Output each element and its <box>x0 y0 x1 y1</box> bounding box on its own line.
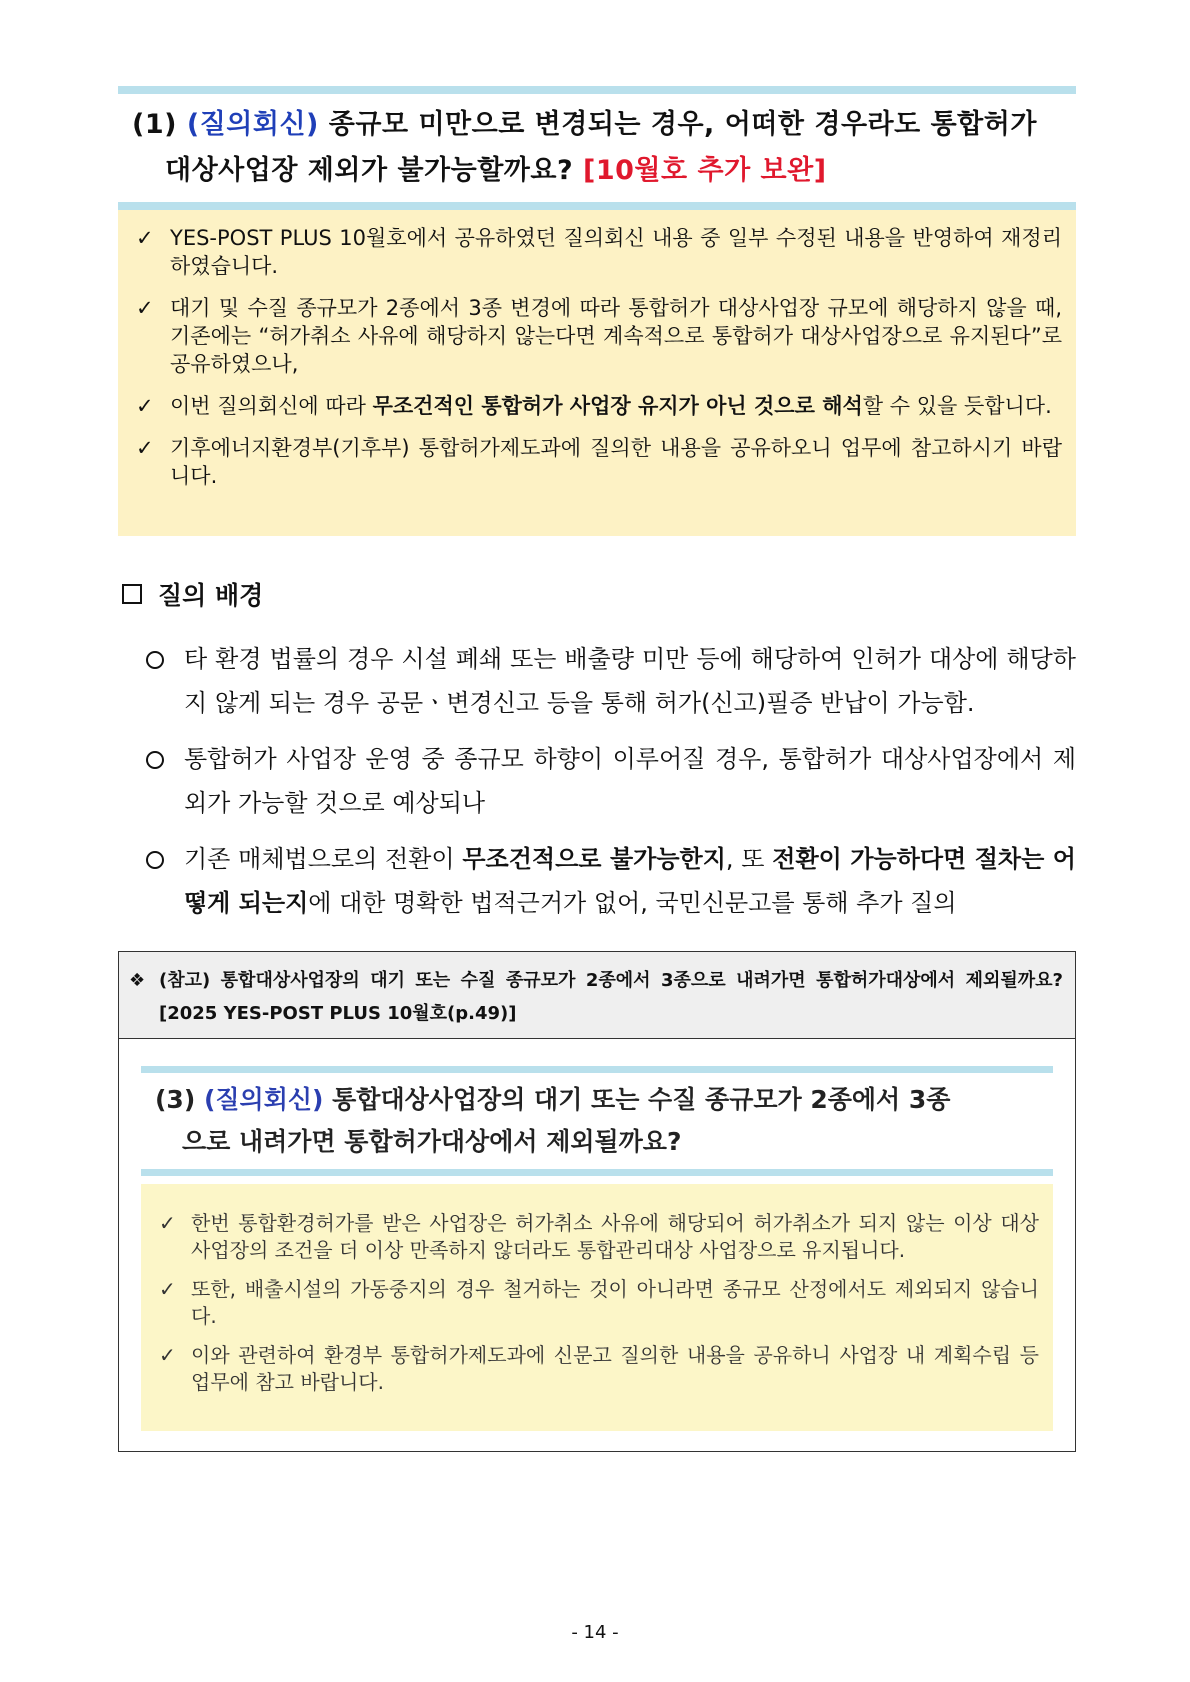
background-list <box>146 637 1076 937</box>
title-line2: 대상사업장 제외가 불가능할까요? <box>165 155 574 186</box>
list-item-text <box>184 837 1076 925</box>
check-icon: ✓ <box>136 394 154 418</box>
reference-title-bottom-rule <box>141 1169 1053 1176</box>
check-icon: ✓ <box>136 226 154 250</box>
title-number: (1) <box>132 109 177 140</box>
reference-item-text: 또한, 배출시설의 가동중지의 경우 철거하는 것이 아니라면 종규모 산정에서도 제외되지 않습니다. <box>191 1277 1039 1328</box>
section-title: 질의 배경 <box>158 581 264 610</box>
reference-note-box <box>141 1184 1053 1431</box>
list-text-part: 기존 매체법으로의 전환이 <box>184 845 463 873</box>
question-title-block <box>118 86 1076 210</box>
reference-item-text: 한번 통합환경허가를 받은 사업장은 허가취소 사유에 해당되어 허가취소가 되지 않는 이상 대상 사업장의 조건을 더 이상 만족하지 않더라도 통합관리대상 사업장으로 유지됩니다. <box>191 1211 1039 1262</box>
notice-text-part: 이번 질의회신에 따라 <box>170 394 373 418</box>
title-top-rule <box>118 86 1076 94</box>
check-icon: ✓ <box>159 1277 176 1301</box>
reference-item-text: 이와 관련하여 환경부 통합허가제도과에 신문고 질의한 내용을 공유하니 사업장 내 계획수립 등 업무에 참고 바랍니다. <box>191 1343 1039 1394</box>
notice-item <box>132 294 1062 378</box>
list-item <box>146 637 1076 725</box>
check-icon: ✓ <box>136 436 154 460</box>
reference-title <box>141 1073 1053 1169</box>
section-heading <box>118 576 263 612</box>
reference-title-line1: 통합대상사업장의 대기 또는 수질 종규모가 2종에서 3종 <box>332 1085 951 1114</box>
reference-title-line2: 으로 내려가면 통합허가대상에서 제외될까요? <box>182 1127 682 1156</box>
list-item <box>146 737 1076 825</box>
list-emphasis: 전환이 가능하다면 절차는 어떻게 되는지 <box>184 845 1076 917</box>
diamond-icon: ❖ <box>129 970 146 991</box>
check-icon: ✓ <box>159 1343 176 1367</box>
check-icon: ✓ <box>159 1211 176 1235</box>
circle-bullet-icon <box>146 751 164 769</box>
notice-text: 기후에너지환경부(기후부) 통합허가제도과에 질의한 내용을 공유하오니 업무에 참고하시기 바랍니다. <box>170 436 1062 488</box>
list-item-text: 타 환경 법률의 경우 시설 폐쇄 또는 배출량 미만 등에 해당하여 인허가 대상에 해당하지 않게 되는 경우 공문ㆍ변경신고 등을 통해 허가(신고)필증 반납이 가능함. <box>184 645 1076 717</box>
checkbox-square-icon <box>122 584 142 604</box>
title-bottom-rule <box>118 202 1076 210</box>
reference-title-block <box>141 1066 1053 1176</box>
reference-title-top-rule <box>141 1066 1053 1073</box>
reference-header <box>119 952 1075 1039</box>
notice-text: YES-POST PLUS 10월호에서 공유하였던 질의회신 내용 중 일부 수정된 내용을 반영하여 재정리하였습니다. <box>170 226 1062 278</box>
reference-item <box>155 1276 1039 1330</box>
list-item-text: 통합허가 사업장 운영 중 종규모 하향이 이루어질 경우, 통합허가 대상사업장에서 제외가 가능할 것으로 예상되나 <box>184 745 1076 817</box>
notice-text-part: 할 수 있을 듯합니다. <box>862 394 1052 418</box>
page-number: - 14 - <box>571 1622 619 1643</box>
title-tag: (질의회신) <box>186 109 319 140</box>
notice-text: 대기 및 수질 종규모가 2종에서 3종 변경에 따라 통합허가 대상사업장 규모에 해당하지 않을 때, 기존에는 “허가취소 사유에 해당하지 않는다면 계속적으로 통합허가 대상사업장으로 유지된다”로 공유하였으나, <box>170 296 1062 376</box>
list-emphasis: 무조건적으로 불가능한지 <box>462 845 726 873</box>
reference-title-tag: (질의회신) <box>203 1085 324 1114</box>
circle-bullet-icon <box>146 851 164 869</box>
circle-bullet-icon <box>146 651 164 669</box>
list-item <box>146 837 1076 925</box>
title-update-note: [10월호 추가 보완] <box>583 155 827 186</box>
list-text-part: , 또 <box>725 845 773 873</box>
reference-box <box>118 951 1076 1452</box>
question-title <box>118 94 1076 202</box>
reference-item <box>155 1342 1039 1396</box>
notice-item <box>132 434 1062 490</box>
check-icon: ✓ <box>136 296 154 320</box>
notice-box <box>118 210 1076 536</box>
notice-item <box>132 224 1062 280</box>
reference-title-number: (3) <box>155 1085 196 1114</box>
reference-item <box>155 1210 1039 1264</box>
title-line1: 종규모 미만으로 변경되는 경우, 어떠한 경우라도 통합허가 <box>328 109 1037 140</box>
list-text-part: 에 대한 명확한 법적근거가 없어, 국민신문고를 통해 추가 질의 <box>308 889 957 917</box>
notice-text <box>170 392 1062 420</box>
notice-emphasis: 무조건적인 통합허가 사업장 유지가 아닌 것으로 해석 <box>372 394 863 418</box>
reference-header-text: (참고) 통합대상사업장의 대기 또는 수질 종규모가 2종에서 3종으로 내려가면 통합허가대상에서 제외될까요? [2025 YES-POST PLUS 10월호(p.49)] <box>159 970 1063 1024</box>
notice-item <box>132 392 1062 420</box>
